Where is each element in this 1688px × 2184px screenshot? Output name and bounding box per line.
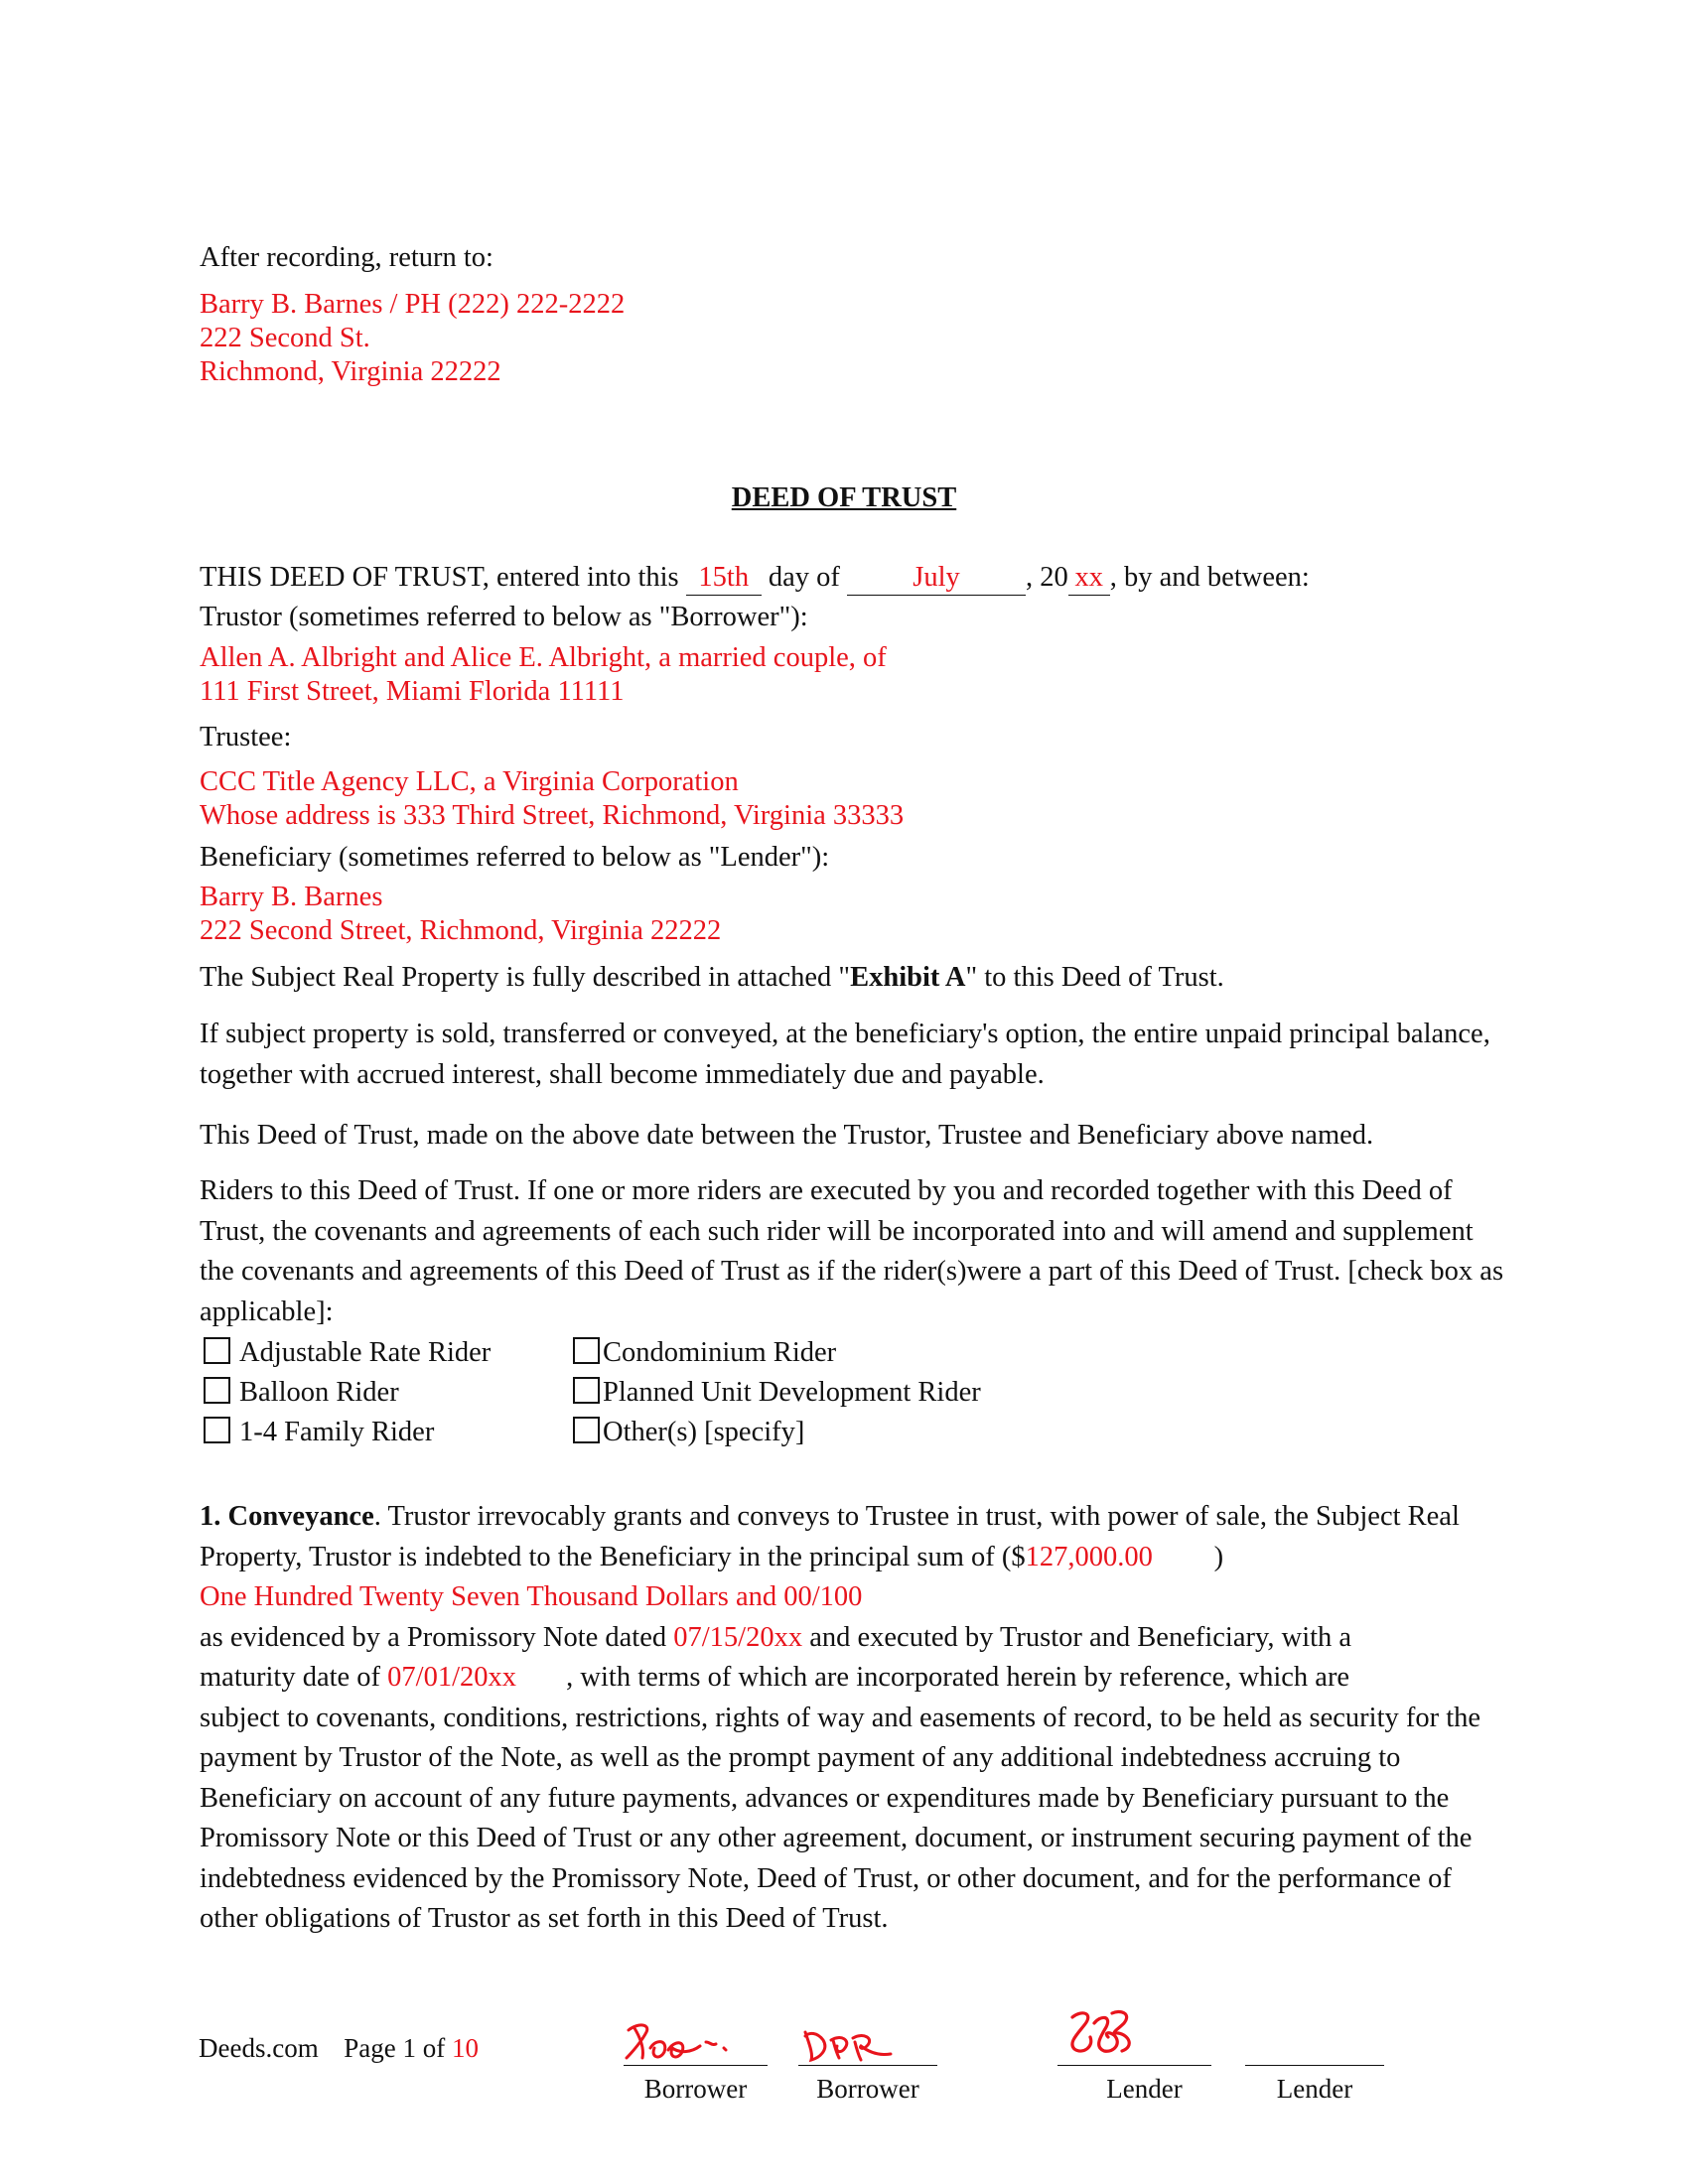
trustee-label: Trustee:	[200, 722, 292, 752]
intro-text-3: , 20	[1026, 562, 1068, 593]
beneficiary-label: Beneficiary (sometimes referred to below as "Lender"):	[200, 842, 830, 873]
borrower-2-label: Borrower	[816, 2074, 919, 2104]
lender-1-label: Lender	[1106, 2074, 1183, 2104]
trustee-block	[200, 721, 1510, 833]
beneficiary-address: 222 Second Street, Richmond, Virginia 22222	[200, 915, 722, 946]
exhibit-a-label: Exhibit A	[850, 962, 966, 993]
conveyance-paren: )	[1213, 1541, 1224, 1572]
borrower-1-label: Borrower	[643, 2074, 748, 2104]
trustor-address: 111 First Street, Miami Florida 11111	[200, 676, 625, 707]
return-block	[200, 241, 1510, 389]
rider-condo	[573, 1336, 836, 1370]
pud-label: Planned Unit Development Rider	[603, 1377, 981, 1408]
balloon-label: Balloon Rider	[239, 1377, 399, 1408]
intro-text-1: THIS DEED OF TRUST, entered into this	[200, 562, 679, 593]
footer-page-info	[199, 2033, 479, 2064]
rider-adjustable	[204, 1336, 491, 1370]
day-field[interactable]: 15th	[686, 563, 762, 596]
trustee-address: Whose address is 333 Third Street, Richmond, Virginia 33333	[200, 800, 905, 831]
borrower-2-signature	[799, 2018, 918, 2068]
other-label: Other(s) [specify]	[603, 1417, 805, 1447]
borrower-1-signature-line[interactable]	[624, 2065, 768, 2066]
pud-checkbox[interactable]	[573, 1377, 600, 1404]
year-field[interactable]: xx	[1068, 563, 1110, 596]
adjustable-rate-checkbox[interactable]	[204, 1337, 230, 1364]
balloon-checkbox[interactable]	[204, 1377, 230, 1404]
rider-pud	[573, 1376, 981, 1410]
conveyance-text-1: . Trustor irrevocably grants and conveys to Trustee in trust, with power of sale, the Subject Real Property, Trustor is indebted to the Beneficiary in the principal sum of ($	[200, 1501, 1460, 1572]
footer-page-total: 10	[451, 2033, 479, 2063]
condominium-checkbox[interactable]	[573, 1337, 600, 1364]
return-city: Richmond, Virginia 22222	[200, 356, 501, 387]
principal-amount-field[interactable]: 127,000.00	[1025, 1541, 1153, 1572]
family-rider-checkbox[interactable]	[204, 1417, 230, 1443]
conveyance-heading: 1. Conveyance	[200, 1501, 374, 1532]
riders-paragraph: Riders to this Deed of Trust. If one or more riders are executed by you and recorded together with this Deed of Trust, the covenants and agreements of each such rider will be incorporated into and will amend and supplement the covenants and agreements of this Deed of Trust as if the rider(s)were a part of this Deed of Trust. [check box as applicable]:	[200, 1175, 1504, 1327]
lender-signature	[1060, 2003, 1170, 2063]
footer-page-label: Page 1 of	[344, 2033, 446, 2063]
intro-line	[200, 561, 1510, 596]
return-name: Barry B. Barnes / PH (222) 222-2222	[200, 289, 626, 320]
beneficiary-name: Barry B. Barnes	[200, 882, 383, 912]
sale-paragraph: If subject property is sold, transferred or conveyed, at the beneficiary's option, the entire unpaid principal balance, together with accrued interest, shall become immediately due and payable.	[200, 1019, 1490, 1090]
borrower-2-signature-line[interactable]	[798, 2065, 937, 2066]
property-text-1: The Subject Real Property is fully described in attached "	[200, 962, 851, 993]
lender-1-signature-line[interactable]	[1057, 2065, 1211, 2066]
return-street: 222 Second St.	[200, 323, 370, 353]
footer-site: Deeds.com	[199, 2033, 319, 2063]
trustor-name: Allen A. Albright and Alice E. Albright, a married couple, of	[200, 642, 887, 673]
made-paragraph: This Deed of Trust, made on the above date between the Trustor, Trustee and Beneficiary above named.	[200, 1120, 1374, 1151]
trustor-block	[200, 601, 1510, 709]
property-paragraph	[200, 961, 1510, 995]
family-rider-label: 1-4 Family Rider	[239, 1417, 435, 1447]
trustee-name: CCC Title Agency LLC, a Virginia Corporation	[200, 766, 739, 797]
adjustable-rate-label: Adjustable Rate Rider	[239, 1337, 492, 1368]
month-field[interactable]: July	[847, 563, 1026, 596]
maturity-date-field[interactable]: 07/01/20xx	[387, 1662, 516, 1693]
amount-in-words: One Hundred Twenty Seven Thousand Dollars and 00/100	[200, 1581, 863, 1612]
rider-other	[573, 1416, 804, 1449]
conveyance-text-2: as evidenced by a Promissory Note dated	[200, 1621, 667, 1653]
lender-2-label: Lender	[1276, 2074, 1353, 2104]
intro-text-2: day of	[768, 562, 840, 593]
intro-text-4: , by and between:	[1109, 562, 1310, 593]
note-date-field[interactable]: 07/15/20xx	[673, 1621, 803, 1653]
condominium-label: Condominium Rider	[603, 1337, 837, 1368]
conveyance-text-5: , with terms of which are incorporated herein by reference, which are	[566, 1662, 1350, 1693]
other-checkbox[interactable]	[573, 1417, 600, 1443]
return-label: After recording, return to:	[200, 242, 493, 273]
conveyance-text-6: subject to covenants, conditions, restrictions, rights of way and easements of record, to be held as security for the payment by Trustor of the Note, as well as the prompt payment of any additional indebtedness accruing to Beneficiary on account of any future payments, advances or expenditures made by Beneficiary pursuant to the Promissory Note or this Deed of Trust or any other agreement, document, or instrument securing payment of the indebtedness evidenced by the Promissory Note, Deed of Trust, or other document, and for the performance of other obligations of Trustor as set forth in this Deed of Trust.	[200, 1702, 1481, 1934]
rider-balloon	[204, 1376, 399, 1410]
beneficiary-block	[200, 841, 1510, 948]
borrower-1-signature	[621, 2018, 740, 2068]
conveyance-section	[200, 1497, 1510, 1940]
rider-family	[204, 1416, 434, 1449]
lender-2-signature-line[interactable]	[1245, 2065, 1384, 2066]
conveyance-text-3: and executed by Trustor and Beneficiary, with a	[809, 1621, 1352, 1653]
trustor-label: Trustor (sometimes referred to below as "Borrower"):	[200, 602, 808, 632]
conveyance-text-4: maturity date of	[200, 1662, 381, 1693]
property-text-2: " to this Deed of Trust.	[965, 962, 1224, 993]
document-title: DEED OF TRUST	[731, 482, 957, 513]
